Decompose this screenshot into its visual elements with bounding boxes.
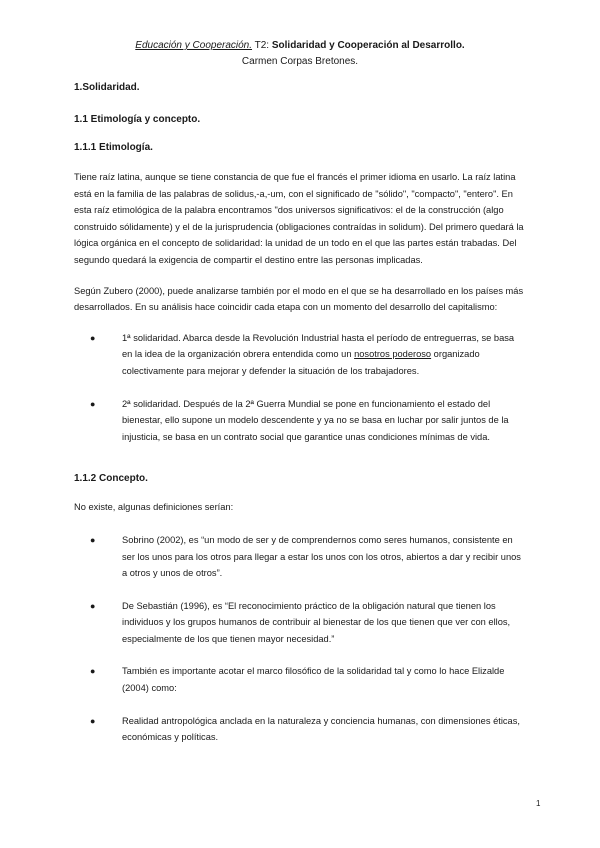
bullet-icon: ● — [90, 534, 96, 545]
heading-solidaridad: 1.Solidaridad. — [74, 82, 140, 93]
heading-concepto: 1.1.2 Concepto. — [74, 473, 148, 485]
list-item-text: Realidad antropológica anclada en la naturaleza y conciencia humanas, con dimensiones éticas, económicas y políticas. — [122, 715, 520, 743]
underlined-text: nosotros poderoso — [354, 349, 432, 360]
paragraph-concepto-intro: No existe, algunas definiciones serían: — [74, 502, 234, 513]
list-item-text: También es importante acotar el marco filosófico de la solidaridad tal y como lo hace Elizalde (2004) como: — [122, 666, 505, 694]
title-prefix: T2: — [254, 40, 272, 51]
list-item — [86, 663, 526, 696]
list-item-text: De Sebastián (1996), es “El reconocimiento práctico de la obligación natural que tienen los individuos y los grupos humanos de contribuir al bienestar de los que tienen que ver con ellos, especialmente de los que tienen mayor necesidad.” — [122, 600, 511, 644]
document-header — [74, 38, 526, 69]
course-name: Educación y Cooperación. — [135, 40, 253, 51]
bullet-icon: ● — [90, 398, 96, 409]
bullet-list-solidaridad — [74, 330, 526, 446]
bullet-icon: ● — [90, 715, 96, 726]
bullet-icon: ● — [90, 666, 96, 677]
list-item — [86, 598, 526, 648]
bullet-list-definiciones — [74, 532, 526, 746]
heading-etimologia: 1.1.1 Etimología. — [74, 142, 153, 153]
list-item — [86, 396, 526, 446]
title-line — [74, 38, 526, 53]
paragraph-etimologia: Tiene raíz latina, aunque se tiene constancia de que fue el francés el primer idioma en usarlo. La raíz latina está en la familia de las palabras de solidus,-a,-um, con el significado de "sólido", "compacto", "entero". En esta raíz etimológica de la palabra encontramos "dos universos significativos: el de la construcción (algo construido sólidamente) y el de la jurisprudencia (obligaciones contraídas in solidum). Del primero quedará la lógica orgánica en el concepto de solidaridad: la unidad de un todo en el que las partes están trabadas. Del segundo quedará la exigencia de compartir el destino entre las personas implicadas. — [74, 172, 524, 265]
paragraph-zubero: Según Zubero (2000), puede analizarse también por el modo en el que se ha desarrollado en los países más desarrollados. En su análisis hace coincidir cada etapa con un momento del desarrollo del capitalismo: — [74, 285, 524, 313]
list-item-text: 1ª solidaridad. Abarca desde la Revolución Industrial hasta el período de entreguerras, se basa en la idea de la organización obrera entendida como un — [122, 332, 515, 360]
author-name: Carmen Corpas Bretones. — [241, 56, 359, 67]
list-item — [86, 532, 526, 582]
list-item-text: 2ª solidaridad. Después de la 2ª Guerra Mundial se pone en funcionamiento el estado del bienestar, ello supone un modelo descendente y ya no se basa en luchar por salir juntos de la injusticia, se basa en un contrato social que garantice unas condiciones mínimas de vida. — [122, 398, 509, 442]
document-title: Solidaridad y Cooperación al Desarrollo. — [271, 40, 465, 51]
list-item-text: Sobrino (2002), es “un modo de ser y de comprendernos como seres humanos, consistente en ser los unos para los otros para llegar a estar los unos con los otros, abiertos a dar y recibir unos a otros y unos de otros”. — [122, 534, 521, 579]
list-item — [86, 330, 526, 380]
list-item — [86, 713, 526, 746]
heading-etimologia-concepto: 1.1 Etimología y concepto. — [74, 114, 201, 125]
list-item-text-end: organizado colectivamente para mejorar y defender la situación de los trabajadores. — [122, 349, 480, 376]
page-number: 1 — [536, 799, 541, 808]
bullet-icon: ● — [90, 332, 96, 343]
bullet-icon: ● — [90, 600, 96, 611]
